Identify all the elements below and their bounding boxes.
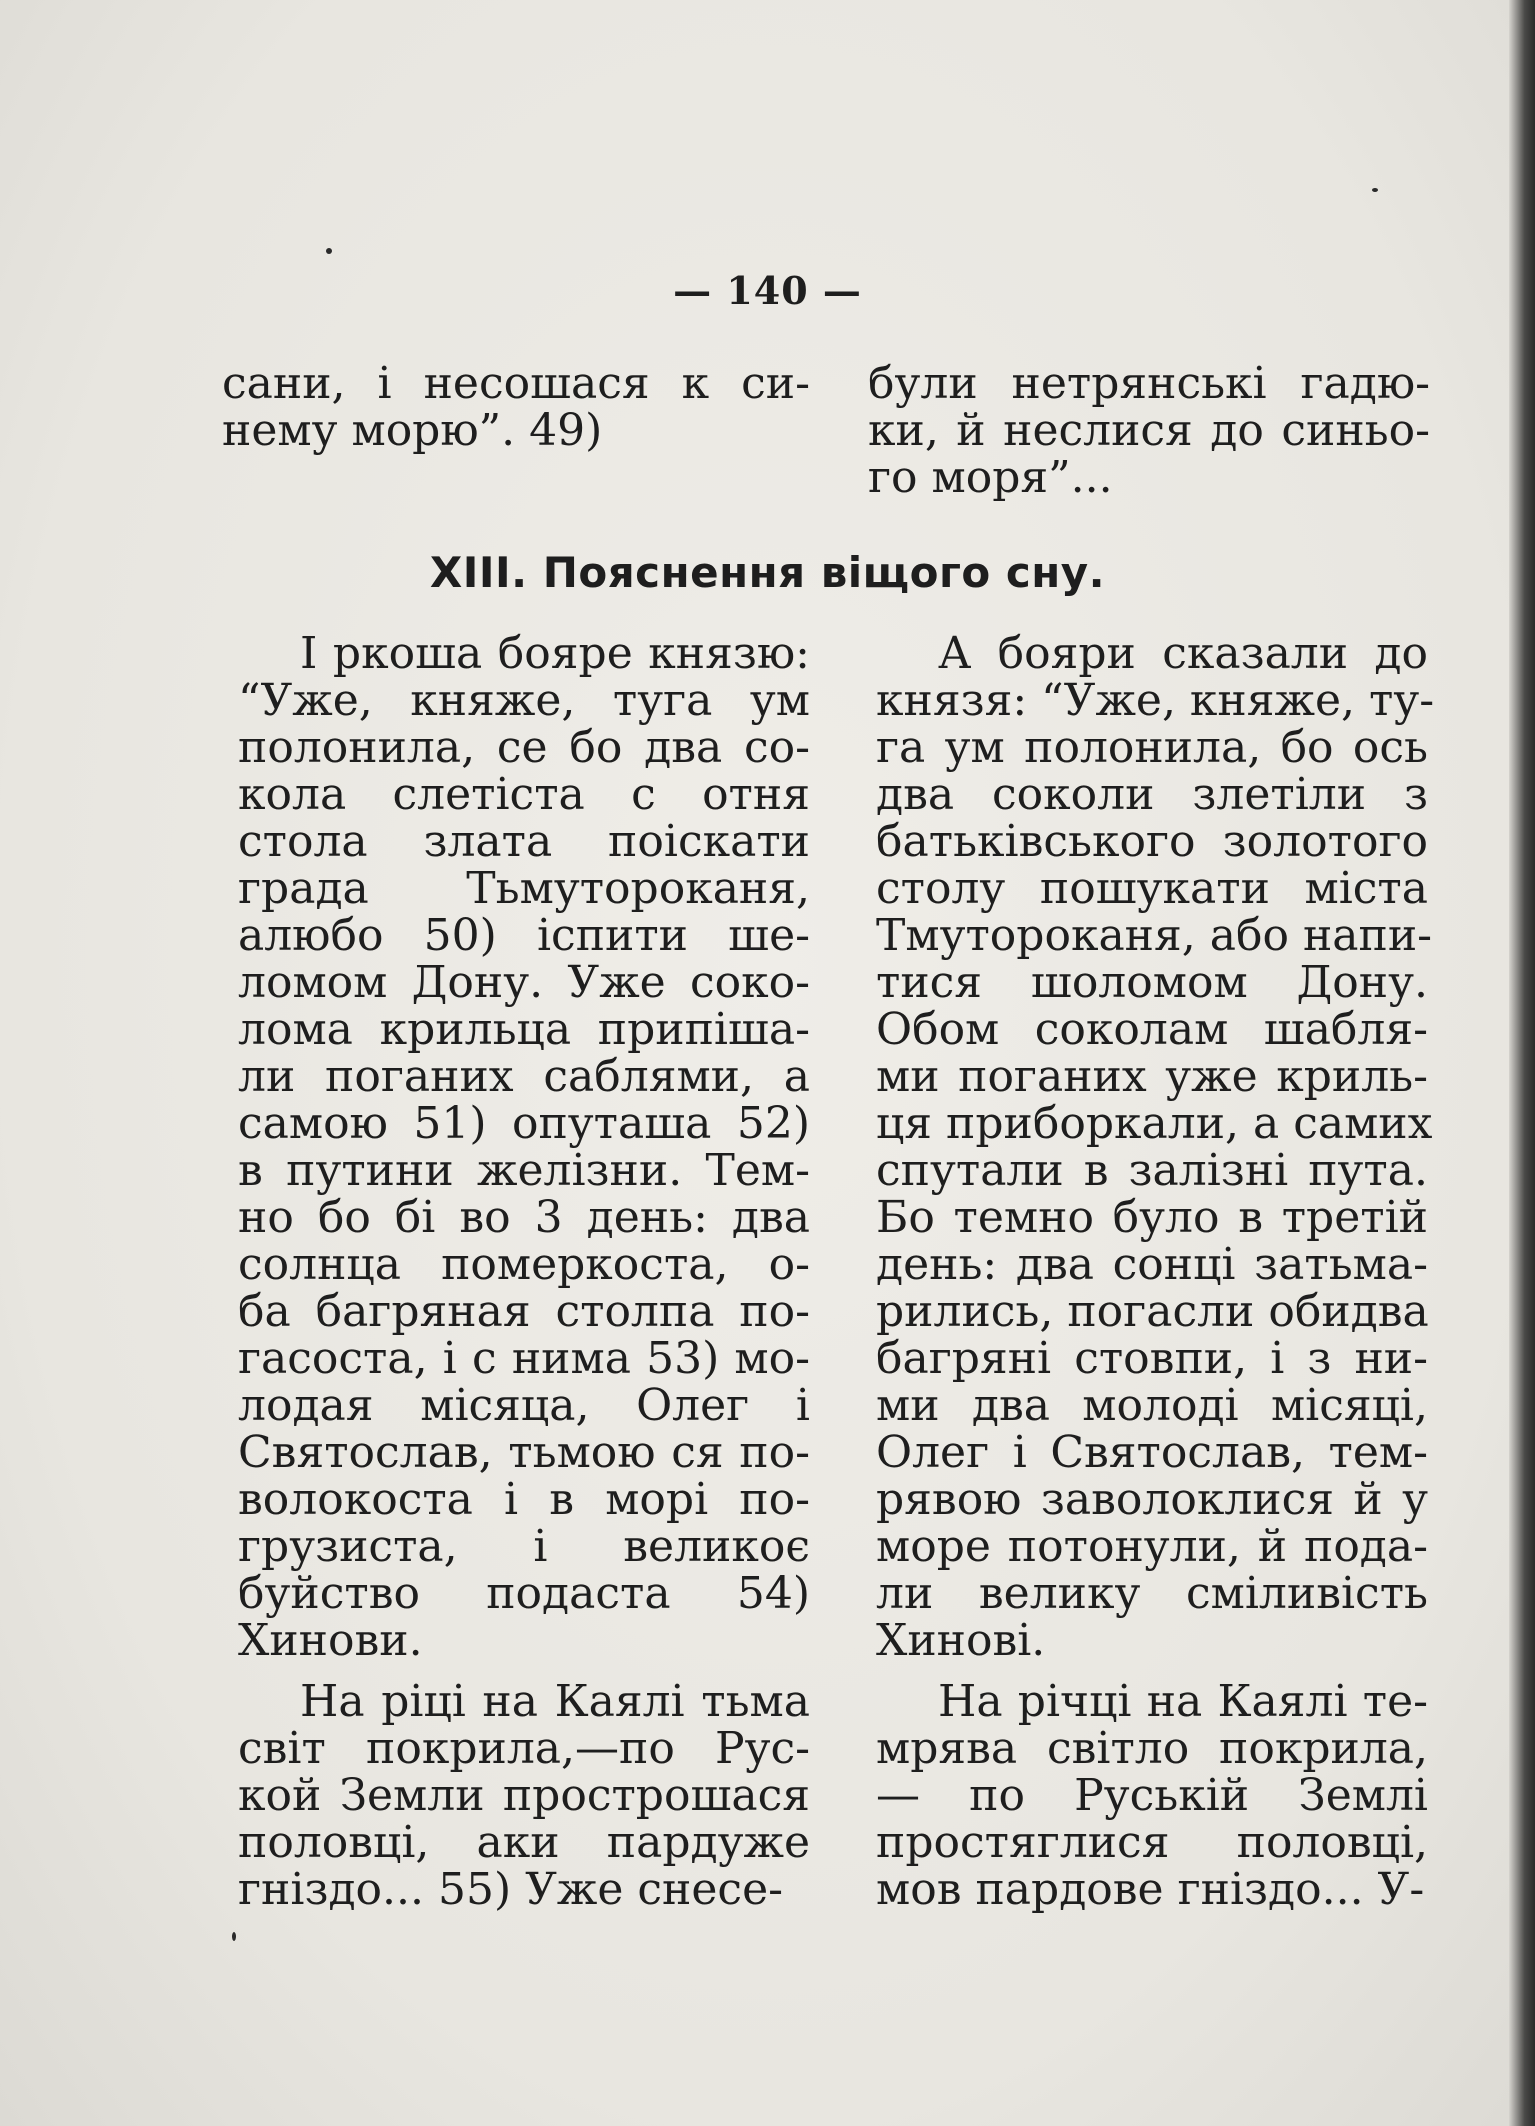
text-line: столу пошукати міста — [876, 863, 1428, 914]
right-paragraph-1 — [876, 628, 1435, 1666]
text-line: гасоста, і с нима 53) мо- — [238, 1333, 810, 1384]
text-line: батьківського золотого — [876, 816, 1428, 867]
print-speck — [1372, 188, 1378, 192]
text-line: були нетрянські гадю- — [868, 358, 1430, 409]
right-paragraph-2 — [876, 1678, 1428, 1913]
text-line: ми два молоді місяці, — [876, 1380, 1428, 1431]
left-paragraph-2 — [238, 1678, 810, 1913]
text-line: ломом Дону. Уже соко- — [238, 957, 810, 1008]
top-left-column — [222, 360, 810, 454]
text-line: ба багряная столпа по- — [238, 1286, 810, 1337]
text-line: — по Руській Землі — [876, 1770, 1428, 1821]
text-line: ми поганих уже криль- — [876, 1051, 1428, 1102]
text-line: га ум полонила, бо ось — [876, 722, 1428, 773]
text-line: І ркоша бояре князю: — [300, 628, 810, 679]
text-line: но бо бі во 3 день: два — [238, 1192, 810, 1243]
section-heading: ХІІІ. Пояснення віщого сну. — [429, 548, 1106, 597]
text-line: простяглися половці, — [876, 1817, 1428, 1868]
text-line: нему морю”. 49) — [222, 405, 603, 456]
text-line: мов пардове гніздо... У- — [876, 1864, 1425, 1915]
text-line: кола слетіста с отня — [238, 769, 810, 820]
text-line: Святослав, тьмою ся по- — [238, 1427, 810, 1478]
text-line: сани, і несошася к си- — [222, 358, 810, 409]
text-line: Хинові. — [876, 1615, 1046, 1666]
print-speck — [326, 248, 332, 254]
top-right-column — [868, 360, 1430, 501]
text-line: “Уже, княже, туга ум — [238, 675, 810, 726]
text-line: волокоста і в морі по- — [238, 1474, 810, 1525]
left-paragraph-1 — [238, 630, 810, 1664]
text-line: рявою заволоклися й у — [876, 1474, 1428, 1525]
text-line: рились, погасли обидва — [876, 1286, 1429, 1337]
text-line: грузиста, і великоє — [238, 1521, 810, 1572]
page-number: — 140 — — [673, 268, 862, 313]
text-line: ки, й неслися до синьо- — [868, 405, 1430, 456]
text-line: день: два сонці затьма- — [876, 1239, 1428, 1290]
text-line: кой Земли прострошася — [238, 1770, 810, 1821]
text-line: Бо темно було в третій — [876, 1192, 1428, 1243]
text-line: мрява світло покрила, — [876, 1723, 1428, 1774]
text-line: буйство подаста 54) — [238, 1568, 810, 1619]
page-edge-shadow — [1509, 0, 1535, 2126]
text-line: Обом соколам шабля- — [876, 1004, 1428, 1055]
text-line: полонила, се бо два со- — [238, 722, 810, 773]
text-line: лодая місяца, Олег і — [238, 1380, 810, 1431]
text-line: в путини желізни. Тем- — [238, 1145, 810, 1196]
text-line: два соколи злетіли з — [876, 769, 1428, 820]
text-line: Хинови. — [238, 1615, 423, 1666]
text-line: тися шоломом Дону. — [876, 957, 1428, 1008]
text-line: ли поганих саблями, а — [238, 1051, 810, 1102]
text-line: ли велику сміливість — [876, 1568, 1428, 1619]
text-line: Тмутороканя, або напи- — [876, 910, 1433, 961]
text-line: багряні стовпи, і з ни- — [876, 1333, 1428, 1384]
text-line: море потонули, й пода- — [876, 1521, 1428, 1572]
print-speck — [232, 1932, 236, 1941]
left-column-original-text — [238, 630, 810, 1913]
text-line: самою 51) опуташа 52) — [238, 1098, 810, 1149]
text-line: спутали в залізні пута. — [876, 1145, 1428, 1196]
text-line: лома крильца припіша- — [238, 1004, 810, 1055]
text-line: А бояри сказали до — [938, 628, 1428, 679]
text-line: половці, аки пардуже — [238, 1817, 810, 1868]
right-column-translation — [876, 628, 1435, 1915]
text-line: го моря”... — [868, 452, 1113, 503]
text-line: стола злата поіскати — [238, 816, 810, 867]
text-line: гніздо... 55) Уже снесе- — [238, 1864, 783, 1915]
text-line: князя: “Уже, княже, ту- — [876, 675, 1435, 726]
text-line: На річці на Каялі те- — [938, 1676, 1428, 1727]
text-line: світ покрила,—по Рус- — [238, 1723, 810, 1774]
text-line: Олег і Святослав, тем- — [876, 1427, 1428, 1478]
text-line: солнца померкоста, о- — [238, 1239, 810, 1290]
text-line: града Тьмутороканя, — [238, 863, 810, 914]
text-line: алюбо 50) іспити ше- — [238, 910, 810, 961]
text-line: ця приборкали, а самих — [876, 1098, 1433, 1149]
text-line: На ріці на Каялі тьма — [300, 1676, 810, 1727]
